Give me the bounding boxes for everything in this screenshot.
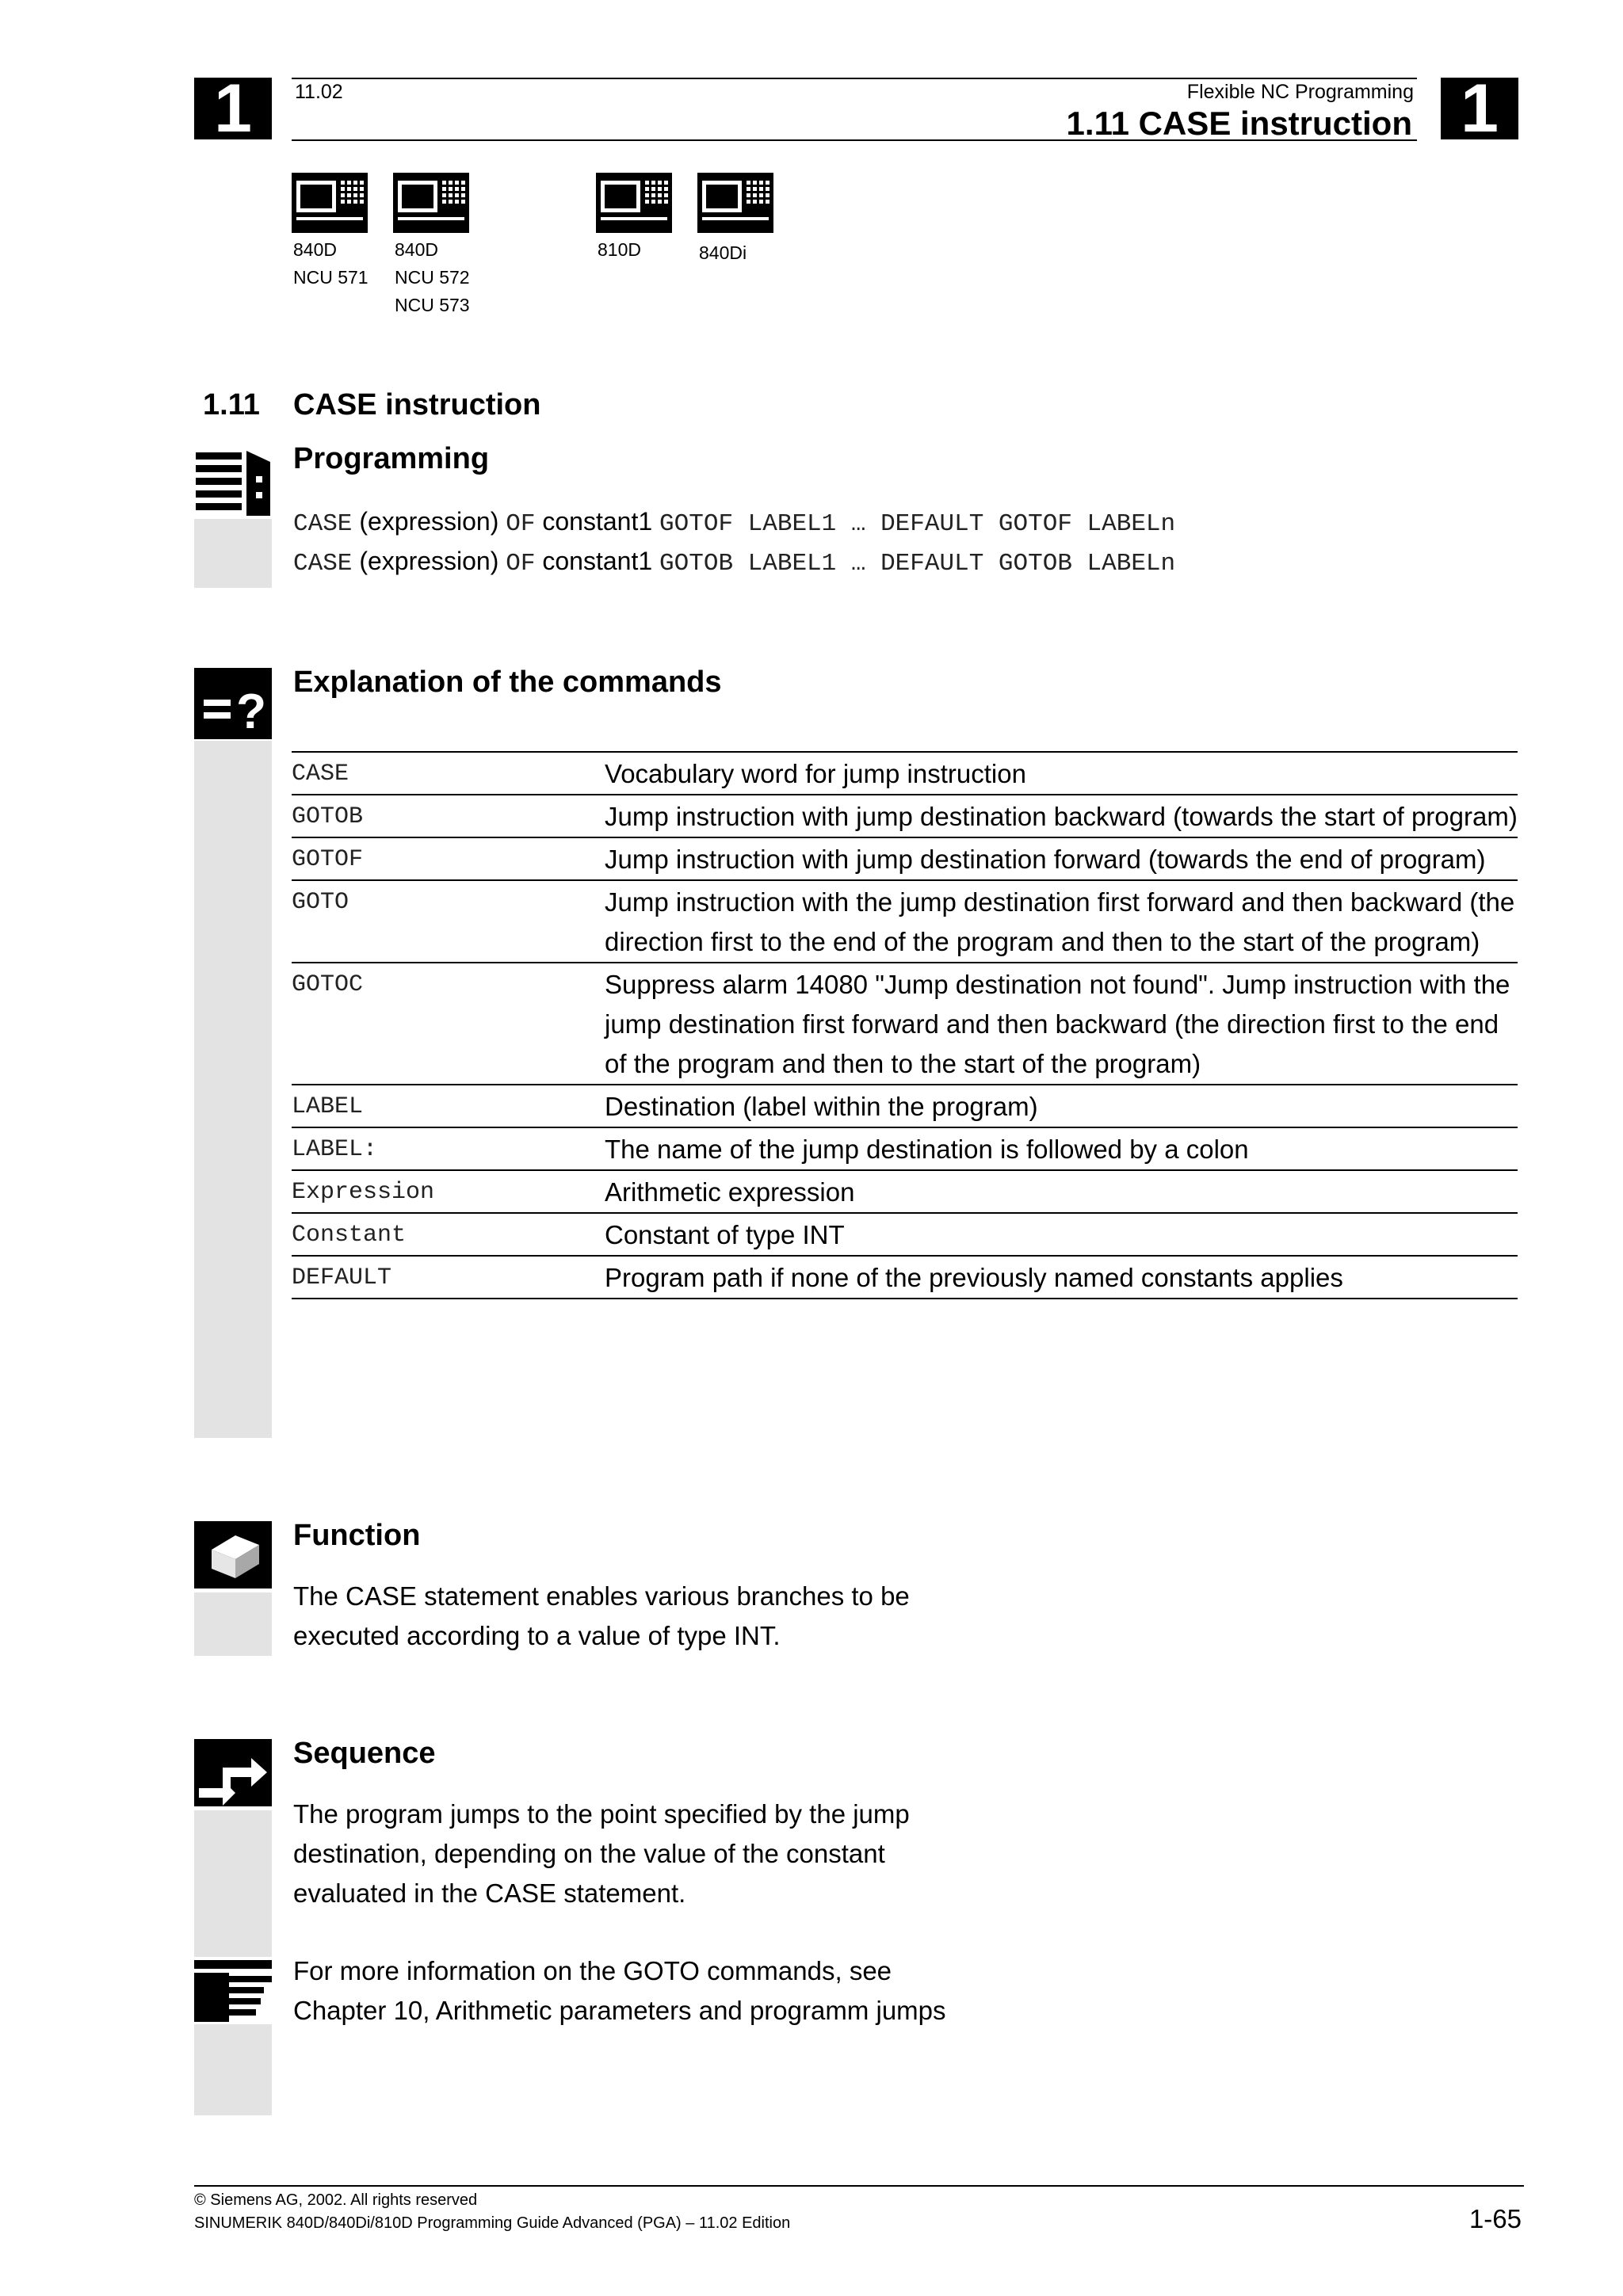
section-number: 1.11	[203, 388, 260, 421]
footer-guide-title: SINUMERIK 840D/840Di/810D Programming Guide Advanced (PGA) – 11.02 Edition	[194, 2214, 791, 2232]
command-key: Constant	[292, 1213, 605, 1256]
syntax-line	[293, 502, 1175, 544]
control-label: 810D	[598, 239, 641, 260]
command-key: CASE	[292, 752, 605, 795]
syntax-text: (expression)	[352, 507, 506, 536]
control-panel-icon	[697, 173, 773, 233]
command-description: Program path if none of the previously named constants applies	[605, 1256, 1518, 1299]
programming-title: Programming	[293, 442, 490, 475]
syntax-text: constant1	[535, 547, 660, 575]
command-description: Suppress alarm 14080 "Jump destination not found". Jump instruction with the jump destination first forward and then backward (the direction first to the end of the program and then to the start of the program)	[605, 963, 1518, 1085]
syntax-keyword: CASE	[293, 550, 353, 578]
table-row	[292, 1085, 1518, 1127]
header-book-section: Flexible NC Programming	[1186, 81, 1414, 103]
table-row	[292, 752, 1518, 795]
command-description: Vocabulary word for jump instruction	[605, 752, 1518, 795]
sidebar-gray-bar	[194, 741, 272, 1438]
table-row	[292, 1170, 1518, 1213]
command-key: GOTOC	[292, 963, 605, 1085]
command-description: The name of the jump destination is followed by a colon	[605, 1127, 1518, 1170]
function-title: Function	[293, 1519, 421, 1552]
control-label: 840Di	[699, 242, 747, 263]
table-row	[292, 963, 1518, 1085]
command-key: Expression	[292, 1170, 605, 1213]
table-row	[292, 1213, 1518, 1256]
header-date: 11.02	[295, 81, 343, 103]
sidebar-gray-bar	[194, 1592, 272, 1656]
syntax-keyword: GOTOB LABEL1 … DEFAULT GOTOB LABELn	[659, 550, 1176, 578]
table-row	[292, 880, 1518, 963]
command-key: LABEL	[292, 1085, 605, 1127]
control-label: 840D NCU 571	[293, 239, 369, 288]
syntax-line	[293, 541, 1175, 584]
command-description: Jump instruction with jump destination forward (towards the end of program)	[605, 837, 1518, 880]
command-description: Arithmetic expression	[605, 1170, 1518, 1213]
page-number: 1-65	[1468, 2204, 1522, 2233]
function-text: The CASE statement enables various branches to be executed according to a value of type INT.	[293, 1581, 910, 1650]
command-description: Jump instruction with jump destination backward (towards the start of program)	[605, 795, 1518, 837]
command-description: Constant of type INT	[605, 1213, 1518, 1256]
chapter-number-left: 1	[194, 78, 272, 139]
table-row	[292, 837, 1518, 880]
commands-table	[292, 751, 1518, 1299]
command-key: LABEL:	[292, 1127, 605, 1170]
command-description: Destination (label within the program)	[605, 1085, 1518, 1127]
control-panel-icon	[393, 173, 469, 233]
command-key: GOTOF	[292, 837, 605, 880]
control-panel-icon	[292, 173, 368, 233]
syntax-text: (expression)	[352, 547, 506, 575]
table-row	[292, 1256, 1518, 1299]
svg-text:?: ?	[236, 685, 266, 739]
table-row	[292, 1127, 1518, 1170]
function-icon	[194, 1521, 272, 1589]
command-key: DEFAULT	[292, 1256, 605, 1299]
header-rule-top	[292, 78, 1417, 79]
syntax-keyword: OF	[506, 550, 536, 578]
programming-icon	[194, 448, 272, 519]
explanation-icon	[194, 668, 272, 739]
table-row	[292, 795, 1518, 837]
syntax-keyword: CASE	[293, 510, 353, 538]
header-section-title: 1.11 CASE instruction	[1066, 105, 1412, 142]
sequence-title: Sequence	[293, 1737, 436, 1770]
pointing-hand-icon	[194, 1957, 272, 2024]
command-description: Jump instruction with the jump destination first forward and then backward (the direction first to the end of the program and then to the start of the program)	[605, 880, 1518, 963]
command-key: GOTOB	[292, 795, 605, 837]
footer-copyright: © Siemens AG, 2002. All rights reserved	[194, 2191, 478, 2209]
syntax-text: constant1	[535, 507, 660, 536]
sequence-icon	[194, 1739, 272, 1806]
syntax-keyword: OF	[506, 510, 536, 538]
control-label: 840D NCU 572 NCU 573	[395, 239, 470, 315]
chapter-number-right: 1	[1441, 78, 1518, 139]
footer-rule	[194, 2185, 1524, 2187]
command-key: GOTO	[292, 880, 605, 963]
note-text: For more information on the GOTO commands, see Chapter 10, Arithmetic parameters and programm jumps	[293, 1956, 946, 2025]
syntax-keyword: GOTOF LABEL1 … DEFAULT GOTOF LABELn	[659, 510, 1176, 538]
explanation-title: Explanation of the commands	[293, 666, 722, 699]
sequence-text: The program jumps to the point specified by the jump destination, depending on the value of the constant evaluated in the CASE statement.	[293, 1799, 910, 1908]
section-title: CASE instruction	[293, 388, 541, 421]
sidebar-gray-bar	[194, 519, 272, 588]
control-panel-icon	[596, 173, 672, 233]
